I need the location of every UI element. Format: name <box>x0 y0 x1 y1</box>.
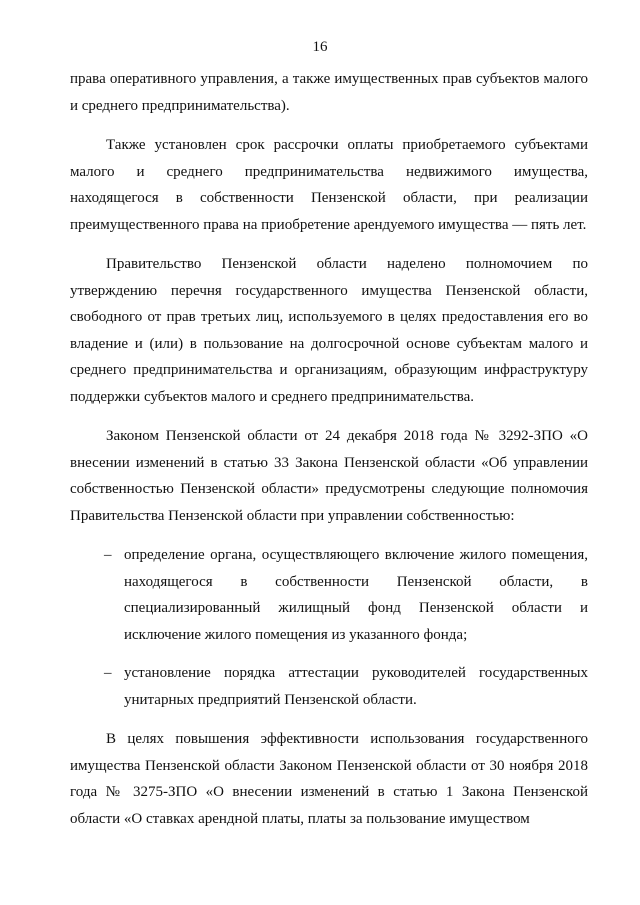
paragraph-continuation: права оперативного управления, а также имущественных прав субъектов малого и среднего предпринимательства). <box>70 71 588 114</box>
page-number: 16 <box>312 39 328 55</box>
list-item-text: установление порядка аттестации руководителей государственных унитарных предприятий Пензенской области. <box>124 665 588 708</box>
list-dash: – <box>104 665 112 681</box>
paragraph-law-3275: В целях повышения эффективности использования государственного имущества Пензенской области Законом Пензенской области от 30 ноября 2018 года № 3275-ЗПО «О внесении изменений в статью 1 Закона Пензенской области «О ставках арендной платы, платы за пользование имуществом <box>70 731 588 827</box>
document-body <box>70 66 588 845</box>
list-item-text: определение органа, осуществляющего включение жилого помещения, находящегося в собственности Пензенской области, в специализированный жилищный фонд Пензенской области и исключение жилого помещения из указанного фонда; <box>124 547 588 643</box>
list-item <box>70 660 588 713</box>
paragraph-law-3292: Законом Пензенской области от 24 декабря 2018 года № 3292-ЗПО «О внесении изменений в статью 33 Закона Пензенской области «Об управлении собственностью Пензенской области» предусмотрены следующие полномочия Правительства Пензенской области при управлении собственностью: <box>70 428 588 524</box>
list-item <box>70 542 588 648</box>
paragraph-government-powers: Правительство Пензенской области наделено полномочием по утверждению перечня государственного имущества Пензенской области, свободного от прав третьих лиц, используемого в целях предоставления его во владение и (или) в пользование на долгосрочной основе субъектам малого и среднего предпринимательства и организациям, образующим инфраструктуру поддержки субъектов малого и среднего предпринимательства. <box>70 256 588 405</box>
powers-list <box>70 542 588 713</box>
list-dash: – <box>104 547 112 563</box>
paragraph-installment-term: Также установлен срок рассрочки оплаты приобретаемого субъектами малого и среднего предпринимательства недвижимого имущества, находящегося в собственности Пензенской области, при реализации преимущественного права на приобретение арендуемого имущества — пять лет. <box>70 137 588 233</box>
